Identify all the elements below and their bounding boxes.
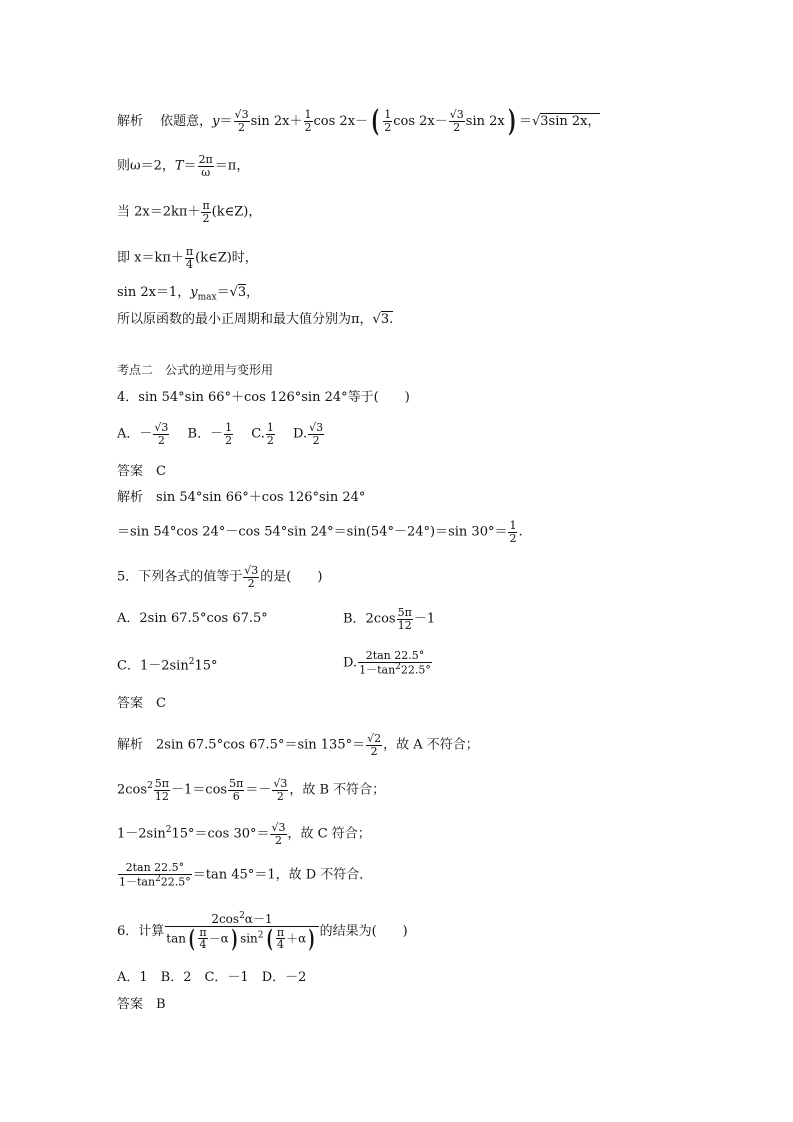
- fraction: $\frac{√3}{2}$: [309, 421, 324, 447]
- sol3-line2: 则ω＝2，T＝ $\frac{2\pi}{\omega}$ ＝π，: [117, 153, 250, 179]
- q4-solution-line2: ＝sin 54°cos 24°－cos 54°sin 24°＝sin(54°－24°)＝sin 30°＝ $\frac{1}{2}$ .: [117, 519, 523, 545]
- right-paren: ): [507, 104, 516, 139]
- fraction: $\frac{5\pi}{12}$: [154, 777, 170, 803]
- q5-solution-line3: $1-2\sin^215^\circ=\cos$ 30°＝ $\frac{√3}{2}$ ，故 C 符合；: [117, 821, 371, 847]
- q5-solution-line2: $2\cos^2$ $\frac{5\pi}{12}$ －1＝cos $\frac{5\pi}{6}$ ＝－ $\frac{√3}{2}$ ，故 B 不符合；: [117, 777, 386, 803]
- sol3-line4: 即 x＝kπ＋ $\frac{\pi}{4}$ (k∈Z)时，: [117, 245, 258, 271]
- q4-stem: 4．sin 54°sin 66°＋cos 126°sin 24°等于( ): [117, 390, 410, 405]
- sol3-line6: 所以原函数的最小正周期和最大值分别为π，√3.: [117, 312, 394, 327]
- q5-solution-line4: $\frac{2\tan 22.5^\circ}{1-\tan^222.5^\circ}$ ＝tan 45°＝1，故 D 不符合．: [119, 861, 373, 889]
- fraction: $\frac{1}{2}$: [384, 108, 392, 134]
- q5-solution-line1: 解析 2sin 67.5°cos 67.5°＝sin 135°＝ $\frac{√2}{2}$ ，故 A 不符合；: [117, 732, 479, 758]
- fraction: $\frac{√3}{2}$: [271, 821, 286, 847]
- q5-options-row1: A．2sin 67.5°cos 67.5° B．2cos $\frac{5\pi}{12}$ －1: [117, 606, 436, 632]
- q4-options: A．－ $\frac{√3}{2}$ B．－ $\frac{1}{2}$ C. $\frac{1}{2}$ D. $\frac{√3}{2}$: [117, 421, 324, 447]
- q6-answer: 答案 B: [117, 997, 166, 1012]
- q4-answer: 答案 C: [117, 464, 166, 479]
- q6-stem: 6．计算 $2\cos^2\alpha-1$ tan ( $\frac{\pi}{4}$ －α ) $\sin^2$ ( $\frac{\pi}{4}$ ＋α ) 的结果为( ): [117, 911, 408, 953]
- fraction: $\frac{√3}{2}$: [244, 564, 259, 590]
- left-paren: (: [371, 104, 380, 139]
- fraction: $\frac{5\pi}{6}$: [229, 777, 244, 803]
- sol3-line3: 当 2x＝2kπ＋ $\frac{\pi}{2}$ (k∈Z)，: [117, 199, 262, 225]
- fraction: $\frac{√3}{2}$: [273, 777, 288, 803]
- fraction: $\frac{2\pi}{\omega}$: [198, 153, 213, 179]
- sol3-line5: sin 2x＝1，$y_{max}=√3$，: [117, 285, 260, 303]
- fraction: $\frac{1}{2}$: [266, 421, 274, 447]
- fraction: $\frac{√3}{2}$: [234, 108, 249, 134]
- q6-options: A．1 B．2 C．－1 D．－2: [117, 970, 307, 985]
- fraction: $\frac{2\tan 22.5^\circ}{1-\tan^222.5^\circ}$: [119, 861, 191, 889]
- fraction: $\frac{\pi}{4}$: [185, 245, 194, 271]
- q5-stem: 5．下列各式的值等于 $\frac{√3}{2}$ 的是( ): [117, 564, 323, 590]
- section-heading: 考点二 公式的逆用与变形用: [117, 363, 274, 377]
- sol3-line1: 解析 依题意，y＝ $\frac{√3}{2}$ sin 2x＋ $\frac{1}{2}$ cos 2x－ ( $\frac{1}{2}$ cos 2x－ $\frac{√3}{2}$ sin 2x ) ＝√3sin 2x，: [117, 104, 601, 139]
- fraction: $\frac{√3}{2}$: [449, 108, 464, 134]
- fraction: $\frac{1}{2}$: [509, 519, 517, 545]
- fraction: $\frac{2\tan 22.5^\circ}{1-\tan^222.5^\circ}$: [359, 649, 431, 677]
- fraction: $\frac{√3}{2}$: [154, 421, 169, 447]
- fraction: $\frac{\pi}{2}$: [202, 199, 210, 225]
- fraction: $2\cos^2\alpha-1$ tan ( $\frac{\pi}{4}$ －α ) $\sin^2$ ( $\frac{\pi}{4}$ ＋α ): [165, 912, 318, 951]
- fraction: $\frac{√2}{2}$: [367, 732, 382, 758]
- fraction: $\frac{1}{2}$: [225, 421, 233, 447]
- q5-answer: 答案 C: [117, 696, 166, 711]
- q5-options-row2: C．$1-2\sin^215^\circ$ D. $\frac{2\tan 22.5^\circ}{1-\tan^222.5^\circ}$: [117, 649, 431, 677]
- fraction: $\frac{1}{2}$: [304, 108, 312, 134]
- q4-solution-line1: 解析 sin 54°sin 66°＋cos 126°sin 24°: [117, 490, 366, 505]
- fraction: $\frac{5\pi}{12}$: [397, 606, 412, 632]
